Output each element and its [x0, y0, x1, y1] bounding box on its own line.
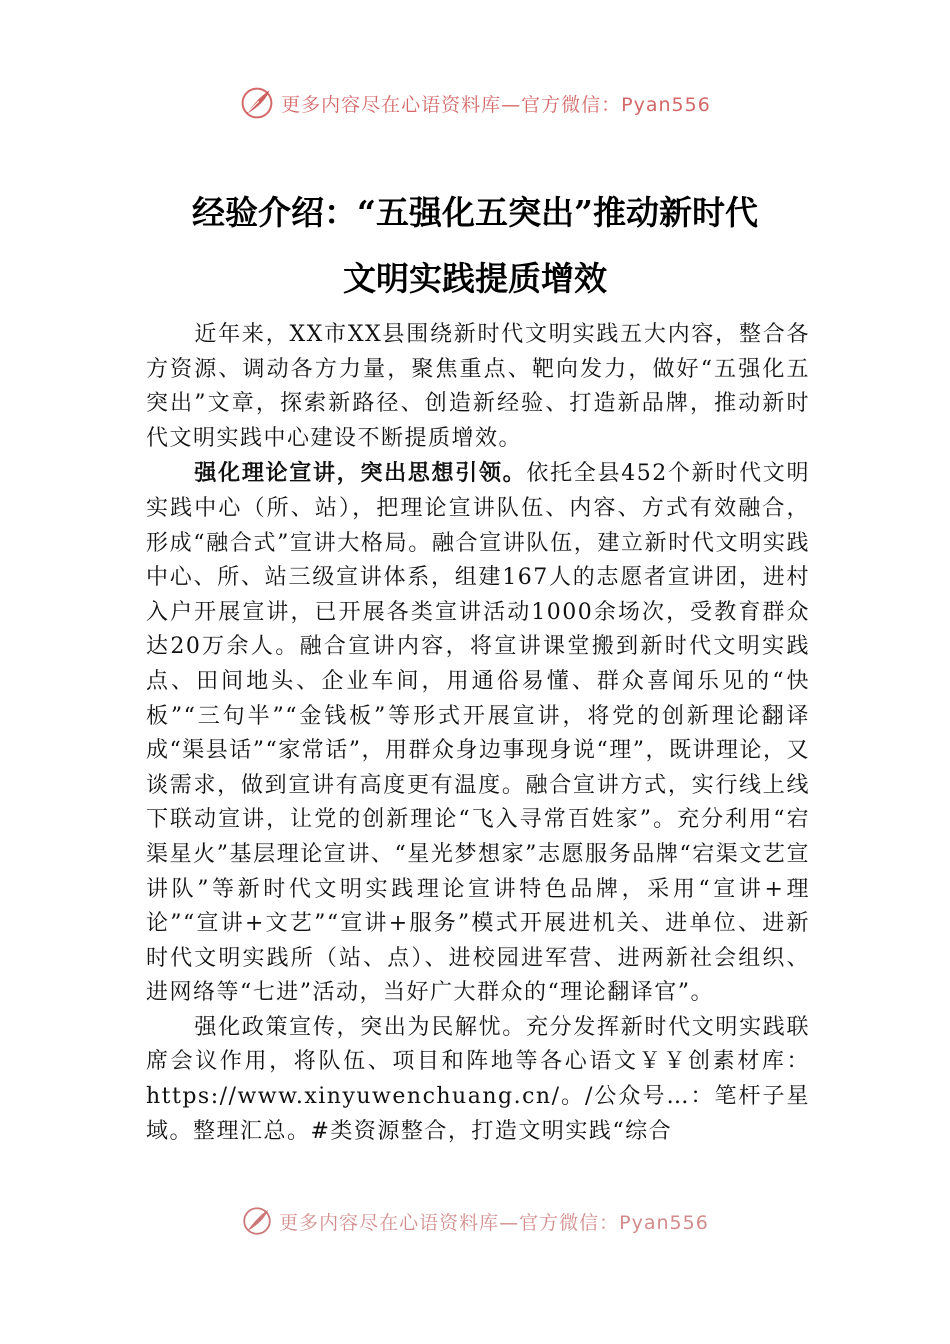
feather-quill-icon	[241, 1205, 273, 1237]
footer-watermark-text: 更多内容尽在心语资料库—官方微信：Pyan556	[279, 1211, 709, 1234]
article-body	[146, 318, 810, 1149]
paragraph-theory	[146, 456, 810, 1011]
header-watermark-text: 更多内容尽在心语资料库—官方微信：Pyan556	[281, 93, 711, 116]
paragraph-lead: 强化理论宣讲，突出思想引领。	[194, 460, 527, 487]
paragraph-text: 依托全县452个新时代文明实践中心（所、站），把理论宣讲队伍、内容、方式有效融合，形成“融合式”宣讲大格局。融合宣讲队伍，建立新时代文明实践中心、所、站三级宣讲体系，组建167人的志愿者宣讲团，进村入户开展宣讲，已开展各类宣讲活动1000余场次，受教育群众达20万余人。融合宣讲内容，将宣讲课堂搬到新时代文明实践点、田间地头、企业车间，用通俗易懂、群众喜闻乐见的“快板”“三句半”“金钱板”等形式开展宣讲，将党的创新理论翻译成“渠县话”“家常话”，用群众身边事现身说“理”，既讲理论，又谈需求，做到宣讲有高度更有温度。融合宣讲方式，实行线上线下联动宣讲，让党的创新理论“飞入寻常百姓家”。充分利用“宕渠星火”基层理论宣讲、“星光梦想家”志愿服务品牌“宕渠文艺宣讲队”等新时代文明实践理论宣讲特色品牌，采用“宣讲+理论”“宣讲+文艺”“宣讲+服务”模式开展进机关、进单位、进新时代文明实践所（站、点）、进校园进军营、进两新社会组织、进网络等“七进”活动，当好广大群众的“理论翻译官”。	[146, 461, 810, 1006]
header-watermark	[0, 82, 950, 124]
feather-quill-icon	[239, 85, 275, 121]
page-title	[120, 180, 830, 312]
title-line-2: 文明实践提质增效	[343, 259, 607, 298]
paragraph-text: 近年来，XX市XX县围绕新时代文明实践五大内容，整合各方资源、调动各方力量，聚焦重点、靶向发力，做好“五强化五突出”文章，探索新路径、创造新经验、打造新品牌，推动新时代文明实践中心建设不断提质增效。	[146, 322, 810, 451]
paragraph-text: 强化政策宣传，突出为民解忧。充分发挥新时代文明实践联席会议作用，将队伍、项目和阵地等各心语文￥￥创素材库：https://www.xinyuwenchuang.cn/。/公众号…：笔杆子星域。整理汇总。#类资源整合，打造文明实践“综合	[146, 1014, 810, 1144]
paragraph-intro	[146, 318, 810, 456]
title-line-1: 经验介绍：“五强化五突出”推动新时代	[192, 193, 758, 232]
footer-watermark	[0, 1202, 950, 1240]
paragraph-policy	[146, 1011, 810, 1149]
